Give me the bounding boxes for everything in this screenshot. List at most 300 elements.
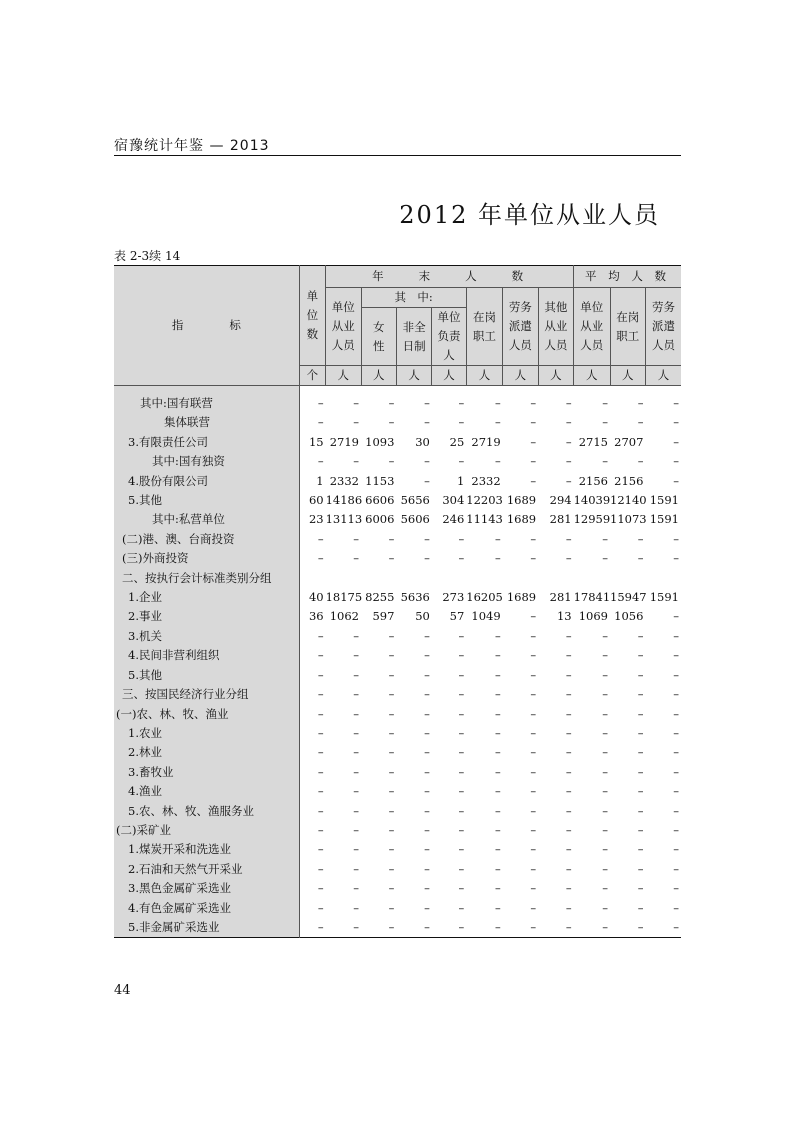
- value-cell: –: [317, 861, 324, 876]
- row-label: 三、按国民经济行业分组: [114, 685, 299, 704]
- value-cell: [361, 569, 396, 588]
- table-header: [114, 266, 681, 386]
- value-cell: 11073: [610, 512, 647, 527]
- row-label: 1.农业: [114, 724, 299, 743]
- value-cell: –: [494, 415, 501, 430]
- value-cell: –: [530, 784, 537, 799]
- value-cell: –: [424, 803, 430, 818]
- value-cell: –: [673, 881, 679, 896]
- value-cell: –: [424, 822, 430, 837]
- table-row: [114, 705, 681, 724]
- avg-dispatch-header: 劳务派遣人员: [645, 288, 681, 366]
- value-cell: –: [353, 900, 359, 915]
- value-cell: –: [637, 454, 644, 469]
- row-label: 4.股份有限公司: [114, 472, 299, 491]
- value-cell: –: [353, 396, 359, 410]
- value-cell: –: [388, 551, 395, 566]
- value-cell: –: [565, 434, 572, 449]
- value-cell: –: [353, 764, 359, 779]
- value-cell: –: [424, 919, 430, 934]
- value-cell: [503, 569, 538, 588]
- table-row: [114, 627, 681, 646]
- value-cell: 16205: [466, 590, 503, 605]
- value-cell: –: [565, 919, 572, 934]
- value-cell: –: [637, 725, 644, 740]
- value-cell: –: [637, 842, 644, 857]
- value-cell: –: [565, 706, 572, 721]
- value-cell: –: [673, 745, 679, 760]
- row-label: 其中:国有独资: [114, 452, 299, 471]
- value-cell: –: [673, 687, 679, 702]
- value-cell: [299, 569, 325, 588]
- table-row: [114, 763, 681, 782]
- table-row: [114, 860, 681, 879]
- running-head: 宿豫统计年鉴 — 2013: [114, 138, 270, 154]
- value-cell: –: [494, 900, 501, 915]
- table-row: [114, 491, 681, 510]
- page-number: 44: [114, 983, 131, 998]
- value-cell: –: [565, 881, 572, 896]
- value-cell: –: [424, 473, 430, 488]
- value-cell: –: [388, 628, 395, 643]
- value-cell: –: [424, 764, 430, 779]
- row-label: 2.事业: [114, 607, 299, 626]
- value-cell: –: [494, 842, 501, 857]
- value-cell: 2719: [471, 434, 501, 449]
- value-cell: 1069: [578, 609, 609, 624]
- spacer-cell: [538, 386, 573, 395]
- row-label: 2.石油和天然气开采业: [114, 860, 299, 879]
- spacer-cell: [645, 386, 681, 395]
- value-cell: –: [637, 415, 644, 430]
- value-cell: –: [494, 454, 501, 469]
- value-cell: –: [353, 628, 359, 643]
- value-cell: 6006: [365, 512, 395, 527]
- value-cell: –: [458, 396, 465, 410]
- value-cell: –: [494, 822, 501, 837]
- value-cell: –: [494, 687, 501, 702]
- row-label: 1.煤炭开采和洗选业: [114, 840, 299, 859]
- value-cell: –: [388, 822, 395, 837]
- value-cell: –: [637, 628, 644, 643]
- value-cell: –: [317, 706, 324, 721]
- value-cell: –: [494, 764, 501, 779]
- value-cell: –: [530, 687, 537, 702]
- value-cell: 12140: [610, 493, 647, 508]
- value-cell: –: [565, 551, 572, 566]
- value-cell: 5606: [400, 512, 430, 527]
- value-cell: –: [530, 454, 537, 469]
- value-cell: 246: [442, 512, 465, 527]
- value-cell: –: [602, 803, 609, 818]
- value-cell: –: [388, 725, 395, 740]
- value-cell: 57: [449, 609, 465, 624]
- value-cell: –: [353, 745, 359, 760]
- value-cell: 2332: [329, 473, 359, 488]
- value-cell: –: [424, 454, 430, 469]
- value-cell: 23: [308, 512, 324, 527]
- employees-header: 单位从业人员: [326, 288, 361, 366]
- value-cell: –: [602, 725, 609, 740]
- value-cell: –: [530, 861, 537, 876]
- value-cell: [538, 569, 573, 588]
- value-cell: –: [530, 531, 537, 546]
- value-cell: –: [602, 842, 609, 857]
- row-label: 4.渔业: [114, 782, 299, 801]
- value-cell: –: [602, 396, 609, 410]
- value-cell: 281: [549, 590, 572, 605]
- value-cell: –: [424, 725, 430, 740]
- value-cell: –: [388, 842, 395, 857]
- value-cell: –: [353, 531, 359, 546]
- value-cell: –: [388, 396, 395, 410]
- table-row: [114, 685, 681, 704]
- value-cell: [396, 569, 431, 588]
- value-cell: 1: [316, 473, 324, 488]
- value-cell: –: [424, 900, 430, 915]
- value-cell: –: [317, 687, 324, 702]
- value-cell: –: [494, 861, 501, 876]
- value-cell: –: [602, 784, 609, 799]
- value-cell: 294: [549, 493, 572, 508]
- value-cell: –: [637, 900, 644, 915]
- value-cell: –: [353, 842, 359, 857]
- value-cell: –: [530, 919, 537, 934]
- statistics-table: [114, 265, 681, 938]
- female-header: 女性: [361, 308, 396, 366]
- value-cell: 1689: [506, 493, 537, 508]
- value-cell: –: [317, 415, 324, 430]
- value-cell: –: [424, 745, 430, 760]
- value-cell: –: [353, 667, 359, 682]
- value-cell: –: [317, 803, 324, 818]
- value-cell: –: [424, 628, 430, 643]
- average-group-header: 平 均 人 数: [574, 266, 681, 288]
- row-label: 3.机关: [114, 627, 299, 646]
- value-cell: 50: [415, 609, 430, 624]
- value-cell: –: [530, 842, 537, 857]
- value-cell: 2715: [578, 434, 609, 449]
- value-cell: 8255: [365, 590, 395, 605]
- value-cell: –: [602, 706, 609, 721]
- value-cell: –: [602, 687, 609, 702]
- value-cell: 30: [415, 434, 430, 449]
- value-cell: –: [673, 803, 679, 818]
- spacer-cell: [299, 386, 325, 395]
- value-cell: –: [673, 764, 679, 779]
- value-cell: –: [530, 803, 537, 818]
- value-cell: –: [602, 531, 609, 546]
- value-cell: 1689: [506, 590, 537, 605]
- value-cell: [326, 569, 361, 588]
- value-cell: –: [424, 784, 430, 799]
- avg-employees-header: 单位从业人员: [574, 288, 610, 366]
- table-row: [114, 782, 681, 801]
- value-cell: –: [388, 415, 395, 430]
- unit-cell: 人: [645, 366, 681, 386]
- value-cell: –: [353, 822, 359, 837]
- value-cell: –: [458, 764, 465, 779]
- row-label: (二)港、澳、台商投资: [114, 530, 299, 549]
- table-row: [114, 840, 681, 859]
- value-cell: –: [353, 881, 359, 896]
- value-cell: –: [317, 725, 324, 740]
- value-cell: –: [424, 648, 430, 663]
- parttime-header: 非全日制: [396, 308, 431, 366]
- value-cell: –: [353, 687, 359, 702]
- value-cell: –: [458, 784, 465, 799]
- value-cell: –: [388, 706, 395, 721]
- value-cell: –: [317, 396, 324, 410]
- value-cell: –: [673, 454, 679, 469]
- value-cell: –: [458, 900, 465, 915]
- value-cell: –: [388, 454, 395, 469]
- value-cell: –: [565, 396, 572, 410]
- value-cell: 5656: [400, 493, 430, 508]
- spacer-cell: [432, 386, 466, 395]
- value-cell: –: [388, 803, 395, 818]
- value-cell: –: [353, 725, 359, 740]
- value-cell: –: [602, 919, 609, 934]
- value-cell: 1591: [649, 512, 679, 527]
- other-employees-header: 其他从业人员: [538, 288, 573, 366]
- row-label: (三)外商投资: [114, 549, 299, 568]
- value-cell: –: [388, 919, 395, 934]
- onpost-header: 在岗职工: [466, 288, 502, 366]
- unit-cell: 人: [396, 366, 431, 386]
- value-cell: –: [637, 531, 644, 546]
- row-label: 2.林业: [114, 743, 299, 762]
- value-cell: 2332: [471, 473, 501, 488]
- value-cell: 14186: [325, 493, 363, 508]
- value-cell: –: [530, 628, 537, 643]
- value-cell: –: [494, 881, 501, 896]
- value-cell: 1: [456, 473, 465, 488]
- row-label: 二、按执行会计标准类别分组: [114, 569, 299, 588]
- value-cell: 1153: [365, 473, 395, 488]
- table-caption: 表 2-3续 14: [114, 249, 181, 263]
- spacer-cell: [466, 386, 502, 395]
- table-row: [114, 879, 681, 898]
- table-row: [114, 607, 681, 626]
- value-cell: –: [388, 784, 395, 799]
- table-row: [114, 918, 681, 938]
- value-cell: –: [530, 609, 537, 624]
- value-cell: –: [602, 745, 609, 760]
- value-cell: –: [673, 784, 679, 799]
- value-cell: –: [317, 628, 324, 643]
- value-cell: –: [494, 551, 501, 566]
- unit-cell: 人: [610, 366, 645, 386]
- value-cell: –: [565, 415, 572, 430]
- table-row: [114, 802, 681, 821]
- value-cell: –: [565, 725, 572, 740]
- value-cell: 25: [449, 434, 465, 449]
- row-label: 4.民间非营利组织: [114, 646, 299, 665]
- value-cell: –: [458, 531, 465, 546]
- table-row: [114, 588, 681, 607]
- value-cell: 15: [308, 434, 324, 449]
- value-cell: –: [530, 667, 537, 682]
- dispatch-header: 劳务派遣人员: [503, 288, 538, 366]
- value-cell: –: [565, 628, 572, 643]
- value-cell: –: [458, 687, 465, 702]
- value-cell: 1591: [649, 493, 679, 508]
- table-row: [114, 821, 681, 840]
- table-body: [114, 386, 681, 938]
- value-cell: –: [565, 803, 572, 818]
- value-cell: –: [458, 628, 465, 643]
- value-cell: –: [317, 648, 324, 663]
- value-cell: –: [637, 784, 644, 799]
- value-cell: –: [673, 609, 679, 624]
- value-cell: –: [317, 900, 324, 915]
- spacer-cell: [574, 386, 610, 395]
- value-cell: –: [673, 551, 679, 566]
- value-cell: 13: [556, 609, 572, 624]
- value-cell: –: [388, 900, 395, 915]
- value-cell: –: [353, 861, 359, 876]
- row-label: (一)农、林、牧、渔业: [114, 705, 299, 724]
- value-cell: –: [424, 861, 430, 876]
- value-cell: –: [565, 454, 572, 469]
- value-cell: –: [353, 784, 359, 799]
- value-cell: –: [458, 822, 465, 837]
- value-cell: –: [458, 415, 465, 430]
- value-cell: –: [317, 919, 324, 934]
- value-cell: –: [353, 415, 359, 430]
- value-cell: –: [458, 842, 465, 857]
- spacer-cell: [610, 386, 645, 395]
- value-cell: 1689: [506, 512, 537, 527]
- value-cell: –: [458, 648, 465, 663]
- table-row: [114, 724, 681, 743]
- value-cell: –: [353, 706, 359, 721]
- value-cell: 5636: [400, 590, 430, 605]
- spacer-cell: [361, 386, 396, 395]
- value-cell: –: [637, 706, 644, 721]
- value-cell: –: [317, 881, 324, 896]
- table-row: [114, 394, 681, 413]
- value-cell: –: [673, 667, 679, 682]
- value-cell: –: [317, 842, 324, 857]
- value-cell: –: [565, 473, 572, 488]
- value-cell: –: [424, 881, 430, 896]
- value-cell: 2156: [614, 473, 644, 488]
- value-cell: [645, 569, 681, 588]
- value-cell: –: [353, 919, 359, 934]
- unit-count-header: 单位数: [299, 266, 325, 366]
- table-row: [114, 530, 681, 549]
- row-label: 其中:国有联营: [114, 394, 299, 413]
- value-cell: –: [565, 667, 572, 682]
- value-cell: 2719: [329, 434, 359, 449]
- value-cell: –: [565, 687, 572, 702]
- value-cell: –: [673, 415, 679, 430]
- value-cell: –: [317, 667, 324, 682]
- value-cell: –: [424, 396, 430, 410]
- table-row: [114, 510, 681, 529]
- table-row: [114, 743, 681, 762]
- value-cell: –: [317, 822, 324, 837]
- table-row: [114, 646, 681, 665]
- value-cell: –: [602, 415, 609, 430]
- row-label: 5.农、林、牧、渔服务业: [114, 802, 299, 821]
- value-cell: –: [424, 687, 430, 702]
- spacer-cell: [326, 386, 361, 395]
- value-cell: –: [388, 648, 395, 663]
- value-cell: –: [530, 745, 537, 760]
- row-label: 4.有色金属矿采选业: [114, 899, 299, 918]
- value-cell: 273: [442, 590, 465, 605]
- value-cell: –: [317, 784, 324, 799]
- unit-cell: 人: [326, 366, 361, 386]
- row-label: 3.有限责任公司: [114, 433, 299, 452]
- value-cell: –: [388, 531, 395, 546]
- value-cell: –: [530, 415, 537, 430]
- value-cell: –: [602, 822, 609, 837]
- value-cell: –: [565, 861, 572, 876]
- header-rule: [114, 155, 681, 156]
- value-cell: –: [673, 919, 679, 934]
- table-row: [114, 472, 681, 491]
- unit-cell: 个: [299, 366, 325, 386]
- value-cell: –: [424, 667, 430, 682]
- value-cell: 17841: [573, 590, 611, 605]
- value-cell: –: [458, 803, 465, 818]
- value-cell: –: [317, 551, 324, 566]
- value-cell: –: [388, 764, 395, 779]
- unit-cell: 人: [466, 366, 502, 386]
- value-cell: –: [353, 551, 359, 566]
- value-cell: –: [317, 454, 324, 469]
- row-label: 5.非金属矿采选业: [114, 918, 299, 938]
- spacer-row: [114, 386, 681, 395]
- table-row: [114, 433, 681, 452]
- value-cell: –: [494, 784, 501, 799]
- value-cell: 1093: [365, 434, 395, 449]
- value-cell: –: [494, 628, 501, 643]
- value-cell: –: [458, 551, 465, 566]
- value-cell: –: [602, 648, 609, 663]
- value-cell: 1062: [329, 609, 359, 624]
- value-cell: –: [565, 822, 572, 837]
- value-cell: –: [602, 900, 609, 915]
- spacer-cell: [114, 386, 299, 395]
- value-cell: –: [353, 454, 359, 469]
- value-cell: 11143: [466, 512, 503, 527]
- page-title: 2012 年单位从业人员: [399, 201, 660, 229]
- value-cell: 1056: [614, 609, 644, 624]
- spacer-cell: [503, 386, 538, 395]
- value-cell: 597: [372, 609, 395, 624]
- value-cell: –: [637, 396, 644, 410]
- value-cell: –: [565, 531, 572, 546]
- value-cell: 13113: [325, 512, 363, 527]
- value-cell: –: [673, 531, 679, 546]
- of-which-header: 其 中:: [361, 288, 466, 308]
- value-cell: 18175: [325, 590, 363, 605]
- value-cell: –: [458, 861, 465, 876]
- row-label: 1.企业: [114, 588, 299, 607]
- value-cell: –: [673, 396, 679, 410]
- value-cell: –: [565, 745, 572, 760]
- value-cell: –: [602, 551, 609, 566]
- value-cell: –: [458, 667, 465, 682]
- row-label: 5.其他: [114, 666, 299, 685]
- value-cell: –: [637, 745, 644, 760]
- value-cell: –: [317, 745, 324, 760]
